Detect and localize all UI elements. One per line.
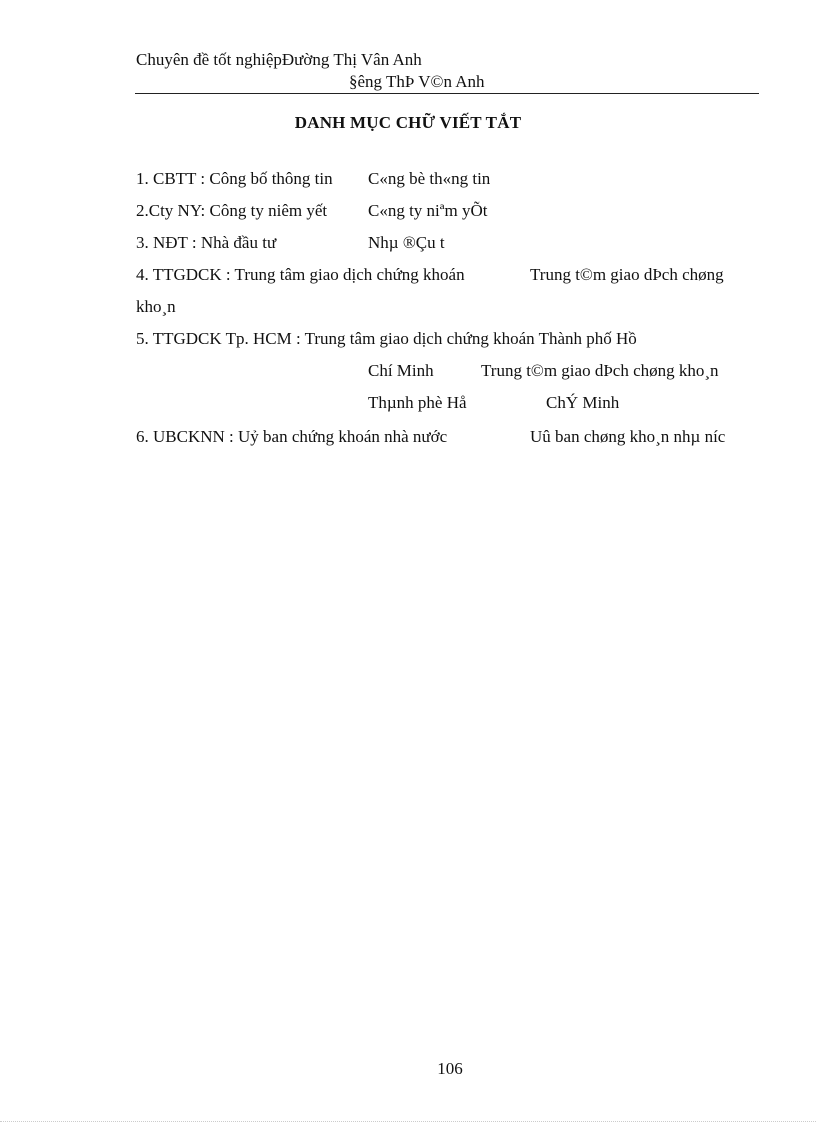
running-header-line1: Chuyên đề tốt nghiệpĐường Thị Vân Anh [136,50,422,69]
abbreviation-entry-alt: C«ng ty niªm yÕt [368,201,488,220]
abbreviation-entry-main: 4. TTGDCK : Trung tâm giao dịch chứng khoán [136,265,465,284]
abbreviation-entry-main: 2.Cty NY: Công ty niêm yết [136,201,328,220]
abbreviation-entry-main: 1. CBTT : Công bố thông tin [136,169,333,188]
page-title: DANH MỤC CHỮ VIẾT TẮT [294,113,522,132]
abbreviation-entry-wrap: kho¸n [136,297,176,316]
abbreviation-entry-alt: Nhµ ®Çu t [368,233,445,252]
page-number: 106 [437,1059,463,1078]
abbreviation-entry-main: 6. UBCKNN : Uỷ ban chứng khoán nhà nước [136,427,448,446]
abbreviation-entry-main: 3. NĐT : Nhà đầu tư [136,233,277,252]
abbreviation-entry-alt: Trung t©m giao dÞch chøng kho¸n [481,361,719,380]
abbreviation-entry-alt: Trung t©m giao dÞch chøng [530,265,724,284]
abbreviation-entry-alt: ChÝ Minh [546,393,620,412]
abbreviation-entry-alt: C«ng bè th«ng tin [368,169,491,188]
abbreviation-entry-wrap: Chí Minh [368,361,434,380]
page-bottom-edge [0,1121,816,1122]
abbreviation-entry-main: 5. TTGDCK Tp. HCM : Trung tâm giao dịch chứng khoán Thành phố Hồ [136,329,637,348]
running-header-line2: §êng ThÞ V©n Anh [349,72,485,91]
abbreviation-entry-alt: Thµnh phè Hå [368,393,467,412]
header-divider [135,93,759,94]
abbreviation-entry-alt: Uû ban chøng kho¸n nhµ níc [530,427,726,446]
